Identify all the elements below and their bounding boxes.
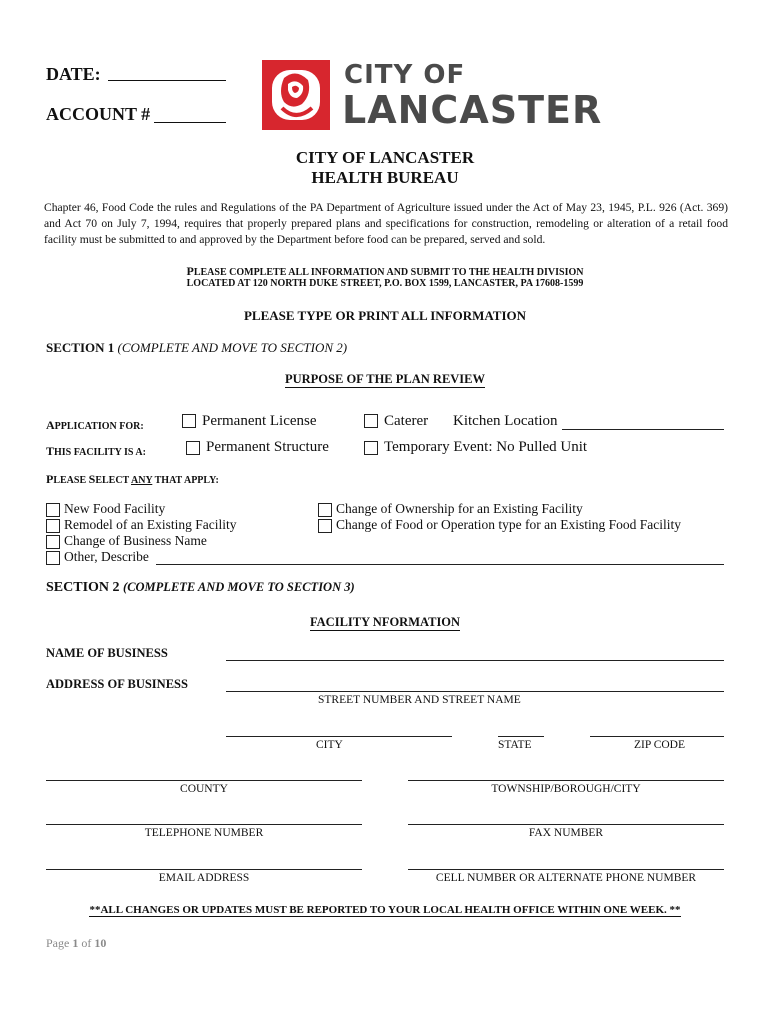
name-of-business-label: NAME OF BUSINESS xyxy=(46,646,168,660)
footer-notice: **ALL CHANGES OR UPDATES MUST BE REPORTED TO YOUR LOCAL HEALTH OFFICE WITHIN ONE WEEK. ** xyxy=(89,904,681,916)
logo-line1: CITY OF xyxy=(344,60,466,90)
zip-caption: ZIP CODE xyxy=(634,739,686,751)
city-caption: CITY xyxy=(316,739,343,751)
title-line2: HEALTH BUREAU xyxy=(311,168,459,187)
permanent-license-label: Permanent License xyxy=(202,413,317,429)
date-label: DATE: xyxy=(46,64,101,84)
other-describe-field[interactable] xyxy=(156,564,724,565)
change-business-name-checkbox[interactable] xyxy=(46,535,60,549)
email-caption: EMAIL ADDRESS xyxy=(158,872,250,884)
title-line1: CITY OF LANCASTER xyxy=(295,148,475,167)
kitchen-location-label: Kitchen Location xyxy=(453,413,558,429)
type-or-print-heading: PLEASE TYPE OR PRINT ALL INFORMATION xyxy=(243,308,527,323)
street-caption: STREET NUMBER AND STREET NAME xyxy=(318,694,521,706)
email-field[interactable] xyxy=(46,869,362,870)
temporary-event-label: Temporary Event: No Pulled Unit xyxy=(384,439,588,455)
city-logo xyxy=(262,60,603,132)
change-food-operation-checkbox[interactable] xyxy=(318,519,332,533)
intro-paragraph: Chapter 46, Food Code the rules and Regulations of the PA Department of Agriculture issued under the Act of May 23, 1945, P.L. 926 (Act. 369) and Act 70 on July 7, 1994, requires that properly prepared plans and specifications for construction, remodeling or alteration of a retail food facility must be submitted to and approved by the Department before food can be prepared, served and sold. xyxy=(44,201,728,246)
this-facility-label: THIS FACILITY IS A: xyxy=(46,444,146,458)
submit-notice-line1: PLEASE COMPLETE ALL INFORMATION AND SUBMIT TO THE HEALTH DIVISION xyxy=(186,264,584,278)
address-of-business-label: ADDRESS OF BUSINESS xyxy=(46,677,188,691)
rose-emblem-icon xyxy=(262,60,330,130)
change-ownership-label: Change of Ownership for an Existing Facility xyxy=(336,501,583,516)
remodel-label: Remodel of an Existing Facility xyxy=(64,517,237,532)
kitchen-location-field[interactable] xyxy=(562,429,724,430)
cell-field[interactable] xyxy=(408,869,724,870)
remodel-checkbox[interactable] xyxy=(46,519,60,533)
telephone-caption: TELEPHONE NUMBER xyxy=(144,827,264,839)
submit-notice-line2: LOCATED AT 120 NORTH DUKE STREET, P.O. BOX 1599, LANCASTER, PA 17608-1599 xyxy=(186,278,584,289)
county-field[interactable] xyxy=(46,780,362,781)
change-ownership-checkbox[interactable] xyxy=(318,503,332,517)
purpose-heading: PURPOSE OF THE PLAN REVIEW xyxy=(284,372,486,386)
section1-heading: SECTION 1 (COMPLETE AND MOVE TO SECTION 2) xyxy=(46,340,348,355)
fax-field[interactable] xyxy=(408,824,724,825)
account-field[interactable] xyxy=(154,122,226,123)
select-any-label: PLEASE SELECT ANY THAT APPLY: xyxy=(46,472,219,486)
zip-field[interactable] xyxy=(590,736,724,737)
change-business-name-label: Change of Business Name xyxy=(64,533,207,548)
telephone-field[interactable] xyxy=(46,824,362,825)
city-field[interactable] xyxy=(226,736,452,737)
other-describe-checkbox[interactable] xyxy=(46,551,60,565)
township-caption: TOWNSHIP/BOROUGH/CITY xyxy=(491,783,641,795)
application-for-label: APPLICATION FOR: xyxy=(46,418,144,432)
account-label: ACCOUNT # xyxy=(46,104,151,124)
other-describe-label: Other, Describe xyxy=(64,549,149,564)
state-caption: STATE xyxy=(498,739,532,751)
state-field[interactable] xyxy=(498,736,544,737)
cell-caption: CELL NUMBER OR ALTERNATE PHONE NUMBER xyxy=(435,872,697,884)
date-field[interactable] xyxy=(108,80,226,81)
logo-line2: LANCASTER xyxy=(342,88,603,132)
caterer-checkbox[interactable] xyxy=(364,414,378,428)
permanent-license-checkbox[interactable] xyxy=(182,414,196,428)
county-caption: COUNTY xyxy=(180,783,228,795)
caterer-label: Caterer xyxy=(384,413,429,429)
new-food-facility-checkbox[interactable] xyxy=(46,503,60,517)
permanent-structure-label: Permanent Structure xyxy=(206,439,329,455)
temporary-event-checkbox[interactable] xyxy=(364,441,378,455)
facility-information-heading: FACILITY NFORMATION xyxy=(309,615,461,629)
township-field[interactable] xyxy=(408,780,724,781)
page-indicator: Page 1 of 10 xyxy=(46,936,107,950)
street-field[interactable] xyxy=(226,691,724,692)
change-food-operation-label: Change of Food or Operation type for an Existing Food Facility xyxy=(336,517,681,532)
fax-caption: FAX NUMBER xyxy=(528,827,604,839)
name-of-business-field[interactable] xyxy=(226,660,724,661)
permanent-structure-checkbox[interactable] xyxy=(186,441,200,455)
section2-heading: SECTION 2 (COMPLETE AND MOVE TO SECTION 3) xyxy=(46,580,355,595)
new-food-facility-label: New Food Facility xyxy=(64,501,166,516)
